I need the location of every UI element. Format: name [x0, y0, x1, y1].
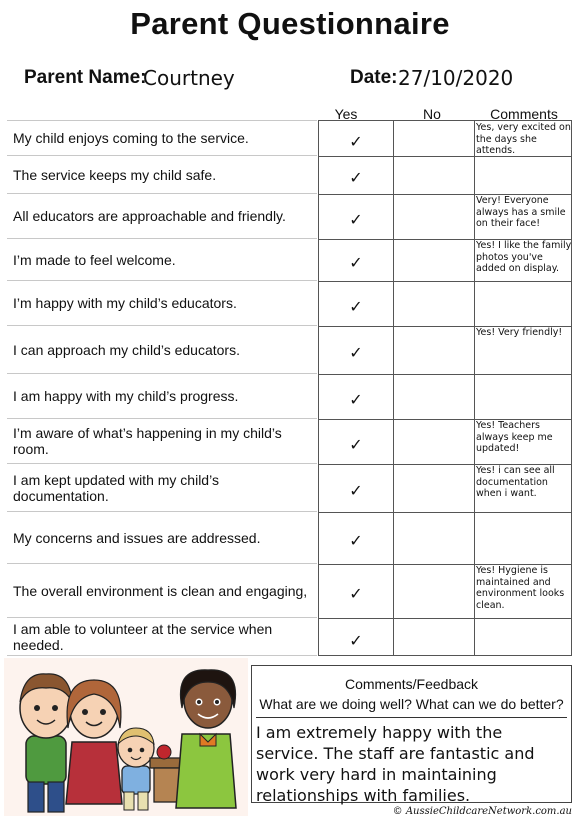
mum-figure — [66, 680, 122, 804]
question-row — [7, 418, 317, 463]
question-text: I’m happy with my child’s educators. — [13, 295, 237, 311]
yes-checkmark: ✓ — [349, 584, 363, 603]
page-title: Parent Questionnaire — [130, 6, 450, 41]
question-text: I am happy with my child’s progress. — [13, 388, 239, 404]
question-row — [7, 193, 317, 238]
comment-cell: Yes! Teachers always keep me updated! — [476, 420, 553, 454]
question-text: I’m aware of what’s happening in my child’s room. — [13, 425, 282, 457]
question-text: All educators are approachable and friendly. — [13, 208, 286, 224]
question-row — [7, 120, 317, 155]
dad-figure — [20, 674, 72, 812]
family-illustration-svg — [4, 658, 248, 816]
question-text: The service keeps my child safe. — [13, 166, 217, 183]
question-text: I am kept updated with my child’s documentation. — [13, 471, 219, 504]
question-text: My child enjoys coming to the service. — [13, 130, 249, 146]
feedback-subtitle: What are we doing well? What can we do better? — [259, 696, 564, 712]
yes-checkmark: ✓ — [349, 131, 363, 151]
grid-row-divider — [319, 512, 571, 513]
question-text: I can approach my child’s educators. — [13, 341, 240, 358]
yes-checkmark: ✓ — [349, 343, 363, 362]
question-row — [7, 563, 317, 617]
comment-cell: Very! Everyone always has a smile on their face! — [476, 195, 566, 229]
yes-checkmark: ✓ — [349, 481, 363, 500]
feedback-title: Comments/Feedback — [344, 676, 479, 692]
comment-cell: Yes! Hygiene is maintained and environment looks clean. — [476, 565, 565, 611]
column-header-yes: Yes — [334, 106, 358, 122]
feedback-text: I am extremely happy with the service. The staff are fantastic and work very hard in maintaining relationships with families. — [256, 723, 535, 805]
grid-row-divider — [319, 618, 571, 619]
teacher-figure — [176, 670, 236, 808]
yes-checkmark: ✓ — [349, 209, 363, 229]
question-row — [7, 325, 317, 373]
question-row — [7, 463, 317, 511]
feedback-box — [251, 665, 572, 803]
question-text: My concerns and issues are addressed. — [13, 529, 261, 546]
comment-cell: Yes! I like the family photos you've added on display. — [476, 240, 572, 274]
question-text: I am able to volunteer at the service when needed. — [13, 620, 273, 653]
question-row — [7, 280, 317, 325]
yes-checkmark: ✓ — [349, 253, 363, 272]
grid-row-divider — [319, 156, 571, 157]
grid-divider — [393, 121, 394, 655]
answer-grid — [318, 120, 572, 656]
grid-row-divider — [319, 281, 571, 282]
date-value: 27/10/2020 — [398, 66, 514, 90]
yes-checkmark: ✓ — [349, 434, 363, 454]
comment-cell: Yes, very excited on the days she attends. — [476, 122, 571, 155]
yes-checkmark: ✓ — [349, 389, 363, 409]
question-row — [7, 155, 317, 193]
question-row — [7, 617, 317, 656]
feedback-divider — [256, 717, 567, 718]
grid-row-divider — [319, 374, 571, 375]
column-header-no: No — [423, 106, 441, 122]
child-figure — [118, 728, 154, 810]
column-header-comments: Comments — [490, 106, 558, 122]
copyright-text: © AussieChildcareNetwork.com.au — [392, 806, 572, 817]
yes-checkmark: ✓ — [349, 168, 363, 187]
yes-checkmark: ✓ — [349, 531, 363, 550]
question-row — [7, 238, 317, 280]
question-text: The overall environment is clean and engaging, — [13, 582, 308, 599]
comment-cell: Yes! i can see all documentation when i want. — [476, 465, 555, 499]
comment-cell: Yes! Very friendly! — [476, 327, 563, 338]
children-family-illustration — [4, 658, 248, 816]
yes-checkmark: ✓ — [349, 296, 363, 316]
parent-name-label: Parent Name: — [24, 67, 147, 88]
yes-checkmark: ✓ — [349, 630, 363, 650]
question-row — [7, 511, 317, 563]
question-text: I’m made to feel welcome. — [13, 251, 176, 268]
date-label: Date: — [350, 67, 398, 88]
parent-name-value: Courtney — [143, 66, 235, 90]
question-row — [7, 373, 317, 418]
